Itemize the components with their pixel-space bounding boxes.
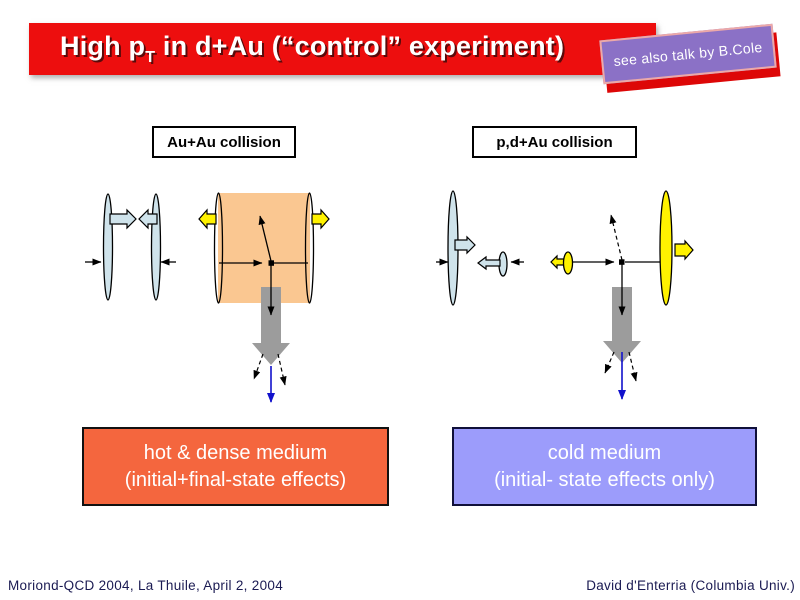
collision-point bbox=[269, 260, 275, 266]
au-nucleus-outgoing bbox=[660, 191, 672, 305]
dau-diagram bbox=[436, 191, 693, 399]
au-nucleus-incoming-right bbox=[152, 194, 161, 300]
footer-conference: Moriond-QCD 2004, La Thuile, April 2, 2004 bbox=[8, 578, 283, 593]
title-banner bbox=[29, 23, 656, 75]
right-direction-block-arrow bbox=[110, 210, 136, 228]
footer bbox=[0, 578, 800, 598]
fragment-arrow-right bbox=[278, 354, 285, 385]
deuteron-outgoing-arrow bbox=[551, 256, 564, 268]
outgoing-block-arrow-right bbox=[675, 241, 693, 259]
subscript-T: T bbox=[145, 49, 156, 66]
fragment-arrow-left bbox=[605, 352, 614, 373]
left-direction-block-arrow bbox=[478, 257, 500, 269]
fragment-arrow-right bbox=[629, 352, 636, 381]
outgoing-block-arrow-right bbox=[312, 210, 329, 228]
auau-collision-label: Au+Au collision bbox=[152, 126, 296, 158]
deuteron-outgoing bbox=[564, 252, 573, 274]
hot-caption-line1: hot & dense medium bbox=[143, 441, 328, 464]
collision-point bbox=[619, 259, 625, 265]
hot-caption-line2: (initial+final-state effects) bbox=[124, 468, 347, 491]
hot-medium-caption bbox=[82, 427, 389, 506]
cold-medium-caption bbox=[452, 427, 757, 506]
scattered-parton-arrow bbox=[611, 215, 622, 260]
footer-author: David d'Enterria (Columbia Univ.) bbox=[586, 578, 795, 593]
hot-medium-rect bbox=[218, 193, 310, 303]
side-note-text: see also talk by B.Cole bbox=[612, 38, 764, 70]
cold-caption-line2: (initial- state effects only) bbox=[494, 468, 715, 491]
page-title: High $p_T$ in d+Au (“control” experiment) bbox=[60, 31, 565, 66]
outgoing-block-arrow-left bbox=[199, 210, 216, 228]
au-nucleus-incoming-left bbox=[104, 194, 113, 300]
right-direction-block-arrow bbox=[455, 237, 475, 253]
auau-diagram bbox=[85, 193, 329, 402]
cold-caption-line1: cold medium bbox=[547, 441, 662, 464]
fragment-arrow-left bbox=[254, 354, 263, 379]
dau-collision-label: p,d+Au collision bbox=[472, 126, 637, 158]
